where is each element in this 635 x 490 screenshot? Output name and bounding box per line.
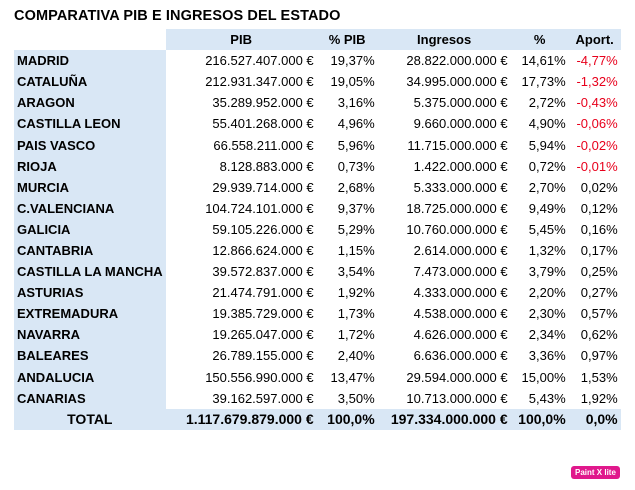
region-cell: ARAGON <box>14 92 166 113</box>
pib-cell: 8.128.883.000 € <box>166 156 317 177</box>
table-row <box>14 367 621 388</box>
pct-pib-cell: 100,0% <box>317 409 378 430</box>
aport-cell: -0,02% <box>569 134 621 155</box>
table-row <box>14 177 621 198</box>
region-cell: C.VALENCIANA <box>14 198 166 219</box>
header-row <box>14 29 621 50</box>
table-row <box>14 240 621 261</box>
region-cell: CANARIAS <box>14 388 166 409</box>
region-cell: MURCIA <box>14 177 166 198</box>
ingresos-cell: 28.822.000.000 € <box>378 50 511 71</box>
pct-cell: 2,70% <box>511 177 569 198</box>
total-row <box>14 409 621 430</box>
aport-cell: 0,97% <box>569 345 621 366</box>
pct-pib-cell: 1,92% <box>317 282 378 303</box>
aport-cell: 0,0% <box>569 409 621 430</box>
pct-cell: 2,30% <box>511 303 569 324</box>
pib-cell: 29.939.714.000 € <box>166 177 317 198</box>
region-cell: MADRID <box>14 50 166 71</box>
pib-cell: 39.162.597.000 € <box>166 388 317 409</box>
header-pct-pib: % PIB <box>317 29 378 50</box>
pib-cell: 39.572.837.000 € <box>166 261 317 282</box>
aport-cell: 0,02% <box>569 177 621 198</box>
pib-cell: 66.558.211.000 € <box>166 134 317 155</box>
header-aport: Aport. <box>569 29 621 50</box>
aport-cell: -4,77% <box>569 50 621 71</box>
ingresos-cell: 4.333.000.000 € <box>378 282 511 303</box>
pct-pib-cell: 4,96% <box>317 113 378 134</box>
pct-pib-cell: 2,68% <box>317 177 378 198</box>
pct-pib-cell: 9,37% <box>317 198 378 219</box>
ingresos-cell: 7.473.000.000 € <box>378 261 511 282</box>
aport-cell: 1,92% <box>569 388 621 409</box>
pct-cell: 5,94% <box>511 134 569 155</box>
region-cell: CATALUÑA <box>14 71 166 92</box>
page-title: COMPARATIVA PIB E INGRESOS DEL ESTADO <box>14 8 341 24</box>
ingresos-cell: 18.725.000.000 € <box>378 198 511 219</box>
region-cell: NAVARRA <box>14 324 166 345</box>
ingresos-cell: 10.760.000.000 € <box>378 219 511 240</box>
aport-cell: -0,01% <box>569 156 621 177</box>
pib-cell: 55.401.268.000 € <box>166 113 317 134</box>
table-row <box>14 134 621 155</box>
ingresos-cell: 2.614.000.000 € <box>378 240 511 261</box>
pct-pib-cell: 13,47% <box>317 367 378 388</box>
table-row <box>14 219 621 240</box>
pib-cell: 21.474.791.000 € <box>166 282 317 303</box>
header-ingresos: Ingresos <box>378 29 511 50</box>
pct-cell: 2,72% <box>511 92 569 113</box>
header-region <box>14 29 166 50</box>
table-row <box>14 388 621 409</box>
pct-pib-cell: 3,16% <box>317 92 378 113</box>
ingresos-cell: 29.594.000.000 € <box>378 367 511 388</box>
pib-cell: 12.866.624.000 € <box>166 240 317 261</box>
aport-cell: 0,12% <box>569 198 621 219</box>
pct-pib-cell: 1,72% <box>317 324 378 345</box>
aport-cell: -1,32% <box>569 71 621 92</box>
aport-cell: 0,62% <box>569 324 621 345</box>
pct-pib-cell: 3,50% <box>317 388 378 409</box>
comparison-table <box>14 29 621 430</box>
table-row <box>14 324 621 345</box>
region-cell: CASTILLA LA MANCHA <box>14 261 166 282</box>
table-row <box>14 71 621 92</box>
aport-cell: 0,25% <box>569 261 621 282</box>
pib-cell: 19.265.047.000 € <box>166 324 317 345</box>
region-cell: PAIS VASCO <box>14 134 166 155</box>
ingresos-cell: 4.538.000.000 € <box>378 303 511 324</box>
aport-cell: -0,43% <box>569 92 621 113</box>
aport-cell: 1,53% <box>569 367 621 388</box>
pct-pib-cell: 5,96% <box>317 134 378 155</box>
paint-x-lite-watermark: Paint X lite <box>571 466 620 479</box>
header-pct: % <box>511 29 569 50</box>
pib-cell: 59.105.226.000 € <box>166 219 317 240</box>
pct-pib-cell: 19,37% <box>317 50 378 71</box>
pct-cell: 3,36% <box>511 345 569 366</box>
pct-cell: 2,34% <box>511 324 569 345</box>
pct-cell: 100,0% <box>511 409 569 430</box>
region-cell: CASTILLA LEON <box>14 113 166 134</box>
pct-cell: 14,61% <box>511 50 569 71</box>
pct-pib-cell: 3,54% <box>317 261 378 282</box>
pct-cell: 2,20% <box>511 282 569 303</box>
ingresos-cell: 5.375.000.000 € <box>378 92 511 113</box>
region-cell: RIOJA <box>14 156 166 177</box>
aport-cell: 0,17% <box>569 240 621 261</box>
pct-pib-cell: 0,73% <box>317 156 378 177</box>
table-row <box>14 345 621 366</box>
table-row <box>14 261 621 282</box>
ingresos-cell: 197.334.000.000 € <box>378 409 511 430</box>
pct-cell: 5,45% <box>511 219 569 240</box>
pct-cell: 15,00% <box>511 367 569 388</box>
region-cell: EXTREMADURA <box>14 303 166 324</box>
region-cell: ANDALUCIA <box>14 367 166 388</box>
region-cell: ASTURIAS <box>14 282 166 303</box>
pct-cell: 1,32% <box>511 240 569 261</box>
pib-cell: 150.556.990.000 € <box>166 367 317 388</box>
pct-pib-cell: 1,73% <box>317 303 378 324</box>
pct-pib-cell: 2,40% <box>317 345 378 366</box>
table-row <box>14 303 621 324</box>
table-row <box>14 198 621 219</box>
table-row <box>14 50 621 71</box>
pib-cell: 212.931.347.000 € <box>166 71 317 92</box>
region-cell: TOTAL <box>14 409 166 430</box>
ingresos-cell: 4.626.000.000 € <box>378 324 511 345</box>
ingresos-cell: 9.660.000.000 € <box>378 113 511 134</box>
region-cell: BALEARES <box>14 345 166 366</box>
pct-pib-cell: 1,15% <box>317 240 378 261</box>
pct-cell: 4,90% <box>511 113 569 134</box>
pct-pib-cell: 19,05% <box>317 71 378 92</box>
region-cell: CANTABRIA <box>14 240 166 261</box>
pib-cell: 216.527.407.000 € <box>166 50 317 71</box>
pct-cell: 3,79% <box>511 261 569 282</box>
pct-cell: 9,49% <box>511 198 569 219</box>
ingresos-cell: 6.636.000.000 € <box>378 345 511 366</box>
table-row <box>14 113 621 134</box>
table-row <box>14 156 621 177</box>
region-cell: GALICIA <box>14 219 166 240</box>
aport-cell: 0,57% <box>569 303 621 324</box>
aport-cell: 0,27% <box>569 282 621 303</box>
ingresos-cell: 11.715.000.000 € <box>378 134 511 155</box>
pib-cell: 1.117.679.879.000 € <box>166 409 317 430</box>
ingresos-cell: 34.995.000.000 € <box>378 71 511 92</box>
ingresos-cell: 10.713.000.000 € <box>378 388 511 409</box>
pib-cell: 35.289.952.000 € <box>166 92 317 113</box>
ingresos-cell: 5.333.000.000 € <box>378 177 511 198</box>
pct-cell: 0,72% <box>511 156 569 177</box>
aport-cell: 0,16% <box>569 219 621 240</box>
pct-cell: 5,43% <box>511 388 569 409</box>
aport-cell: -0,06% <box>569 113 621 134</box>
ingresos-cell: 1.422.000.000 € <box>378 156 511 177</box>
table-row <box>14 92 621 113</box>
table-row <box>14 282 621 303</box>
pib-cell: 19.385.729.000 € <box>166 303 317 324</box>
pct-pib-cell: 5,29% <box>317 219 378 240</box>
pib-cell: 104.724.101.000 € <box>166 198 317 219</box>
pib-cell: 26.789.155.000 € <box>166 345 317 366</box>
pct-cell: 17,73% <box>511 71 569 92</box>
header-pib: PIB <box>166 29 317 50</box>
